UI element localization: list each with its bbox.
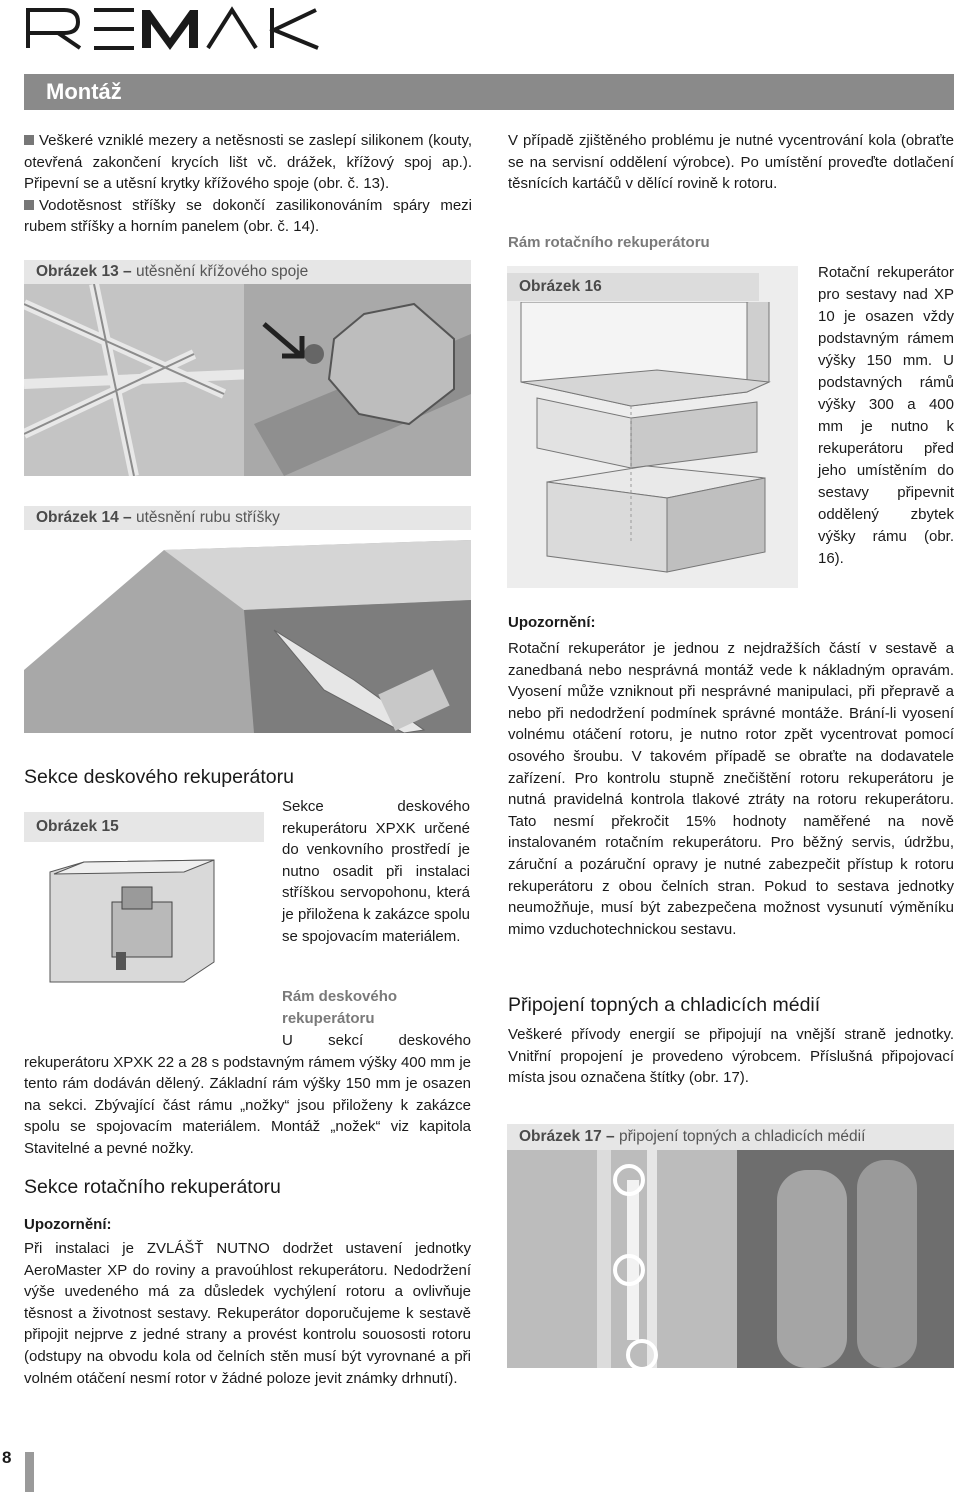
- figure16-drawing: [507, 302, 798, 588]
- bullet-square-icon: [24, 135, 34, 145]
- page-number: 8: [2, 1448, 12, 1467]
- figure16-panel: [507, 266, 798, 588]
- heating-cooling-text: Veškeré přívody energií se připojují na vnější straně jednotky. Vnitřní propojení je provedeno výrobcem. Příslušná připojovací místa jsou označena štítky (obr. 17).: [508, 1026, 954, 1087]
- right-warning-label: Upozornění:: [508, 614, 596, 631]
- remak-logo: [24, 4, 324, 52]
- page-marker-bar: [25, 1452, 34, 1492]
- right-intro-text: V případě zjištěného problému je nutné vycentrování kola (obraťte se na servisní oddělení výrobce). Po umístění proveďte dotlačení těsnících kartáčů v dělící rovině k rotoru.: [508, 132, 954, 193]
- plate-frame-text: U sekcí deskového rekuperátoru XPXK 22 a 28 s podstavným rámem výšky 400 mm je tento rám dodáván dělený. Základní rám výšky 150 mm je osazen na sekci. Zbývající část rámu „nožky“ jsou přiloženy k zakázce spolu se spojovacím materiálem. Montáž „nožek“ viz kapitola Stavitelné a pevné nožky.: [24, 1032, 471, 1157]
- figure15-drawing: [24, 842, 264, 1002]
- plate-recuperator-heading: Sekce deskového rekuperátoru: [24, 766, 294, 788]
- plate-recuperator-text: Sekce deskového rekuperátoru XPXK určené do venkovního prostředí je nutno osadit při instalaci stříškou servopohonu, která je přiložena k zakázce spolu se spojovacím materiálem.: [282, 798, 470, 945]
- bullet-item: Veškeré vzniklé mezery a netěsnosti se zaslepí silikonem (kouty, otevřená zakončení krycích lišt vč. drážek, křížový spoj ap.). Připevní se a utěsní krytky křížového spoje (obr. č. 13).: [24, 132, 472, 193]
- figure17-photo: [507, 1150, 954, 1368]
- rotary-recuperator-heading: Sekce rotačního rekuperátoru: [24, 1176, 281, 1198]
- bullet-square-icon: [24, 200, 34, 210]
- bullet-item: Vodotěsnost stříšky se dokončí zasilikonováním spáry mezi rubem stříšky a horním panelem (obr. č. 14).: [24, 196, 472, 236]
- left-warning-label: Upozornění:: [24, 1216, 112, 1233]
- plate-frame-heading: Rám deskového rekuperátoru: [282, 988, 398, 1027]
- figure14-caption: Obrázek 14 – utěsnění rubu stříšky: [24, 506, 471, 530]
- rotary-frame-heading: Rám rotačního rekuperátoru: [508, 234, 710, 251]
- figure14-photo: [24, 530, 471, 733]
- figure15-caption: Obrázek 15: [24, 812, 264, 842]
- figure13-caption: Obrázek 13 – utěsnění křížového spoje: [24, 260, 471, 284]
- section-title: Montáž: [46, 79, 122, 104]
- right-warning-text: Rotační rekuperátor je jednou z nejdražších částí v sestavě a zanedbaná nebo nesprávná montáž vede k nákladným opravám. Vyosení může vzniknout při nesprávné manipulaci, při přepravě a nebo při nedodržení podmínek správné montáže. Brání-li vyosení volnému otáčení rotoru, je nutno rotor zpět vycentrovat pomocí osového šroubu. V takovém případě se obraťte na dodavatele zařízení. Pro kontrolu stupně znečištění rotoru rekuperátoru je nutná pravidelná kontrola tlakové ztráty na rotoru rekuperátoru. Tato nesmí překročit 15% hodnoty naměřené na nově instalovaném rotačním rekuperátoru. Pro běžný servis, údržbu, záruční a pozáruční opravy je nutné zabezpečit přístup k rotoru rekuperátoru z obou čelních stran. Pokud to sestava jednotky neumožňuje, musí být zabezpečena možnost vysunutí výměníku mimo vzduchotechnickou sestavu.: [508, 640, 954, 938]
- figure16-caption: Obrázek 16: [507, 273, 759, 301]
- heating-cooling-heading: Připojení topných a chladicích médií: [508, 994, 821, 1016]
- figure13-photo: [24, 284, 471, 476]
- left-warning-text: Při instalaci je ZVLÁŠŤ NUTNO dodržet ustavení jednotky AeroMaster XP do roviny a pravoúhlost rekuperátoru. Nedodržení výše uvedeného má za důsledek vychýlení rotoru a ovlivňuje těsnost a životnost sestavy. Rekuperátor doporučujeme k sestavě připojit nejprve z jedné strany a provést kontrolu souososti rotoru (odstupy na obvodu kola od čelních stěn musí být vyrovnané a při volném otáčení nesmí rotor v žádné poloze jevit známky drhnutí).: [24, 1240, 471, 1387]
- section-title-bar: [24, 74, 954, 110]
- figure17-caption: Obrázek 17 – připojení topných a chladicích médií: [507, 1124, 954, 1150]
- bullet-list: [24, 130, 472, 238]
- rotary-frame-text: Rotační rekuperátor pro sestavy nad XP 10 je osazen vždy podstavným rámem výšky 150 mm. U podstavných rámů výšky 300 a 400 mm je nutno k rekuperátoru před jeho umístěním do sestavy připevnit oddělený zbytek výšky rámu (obr. 16).: [818, 264, 954, 567]
